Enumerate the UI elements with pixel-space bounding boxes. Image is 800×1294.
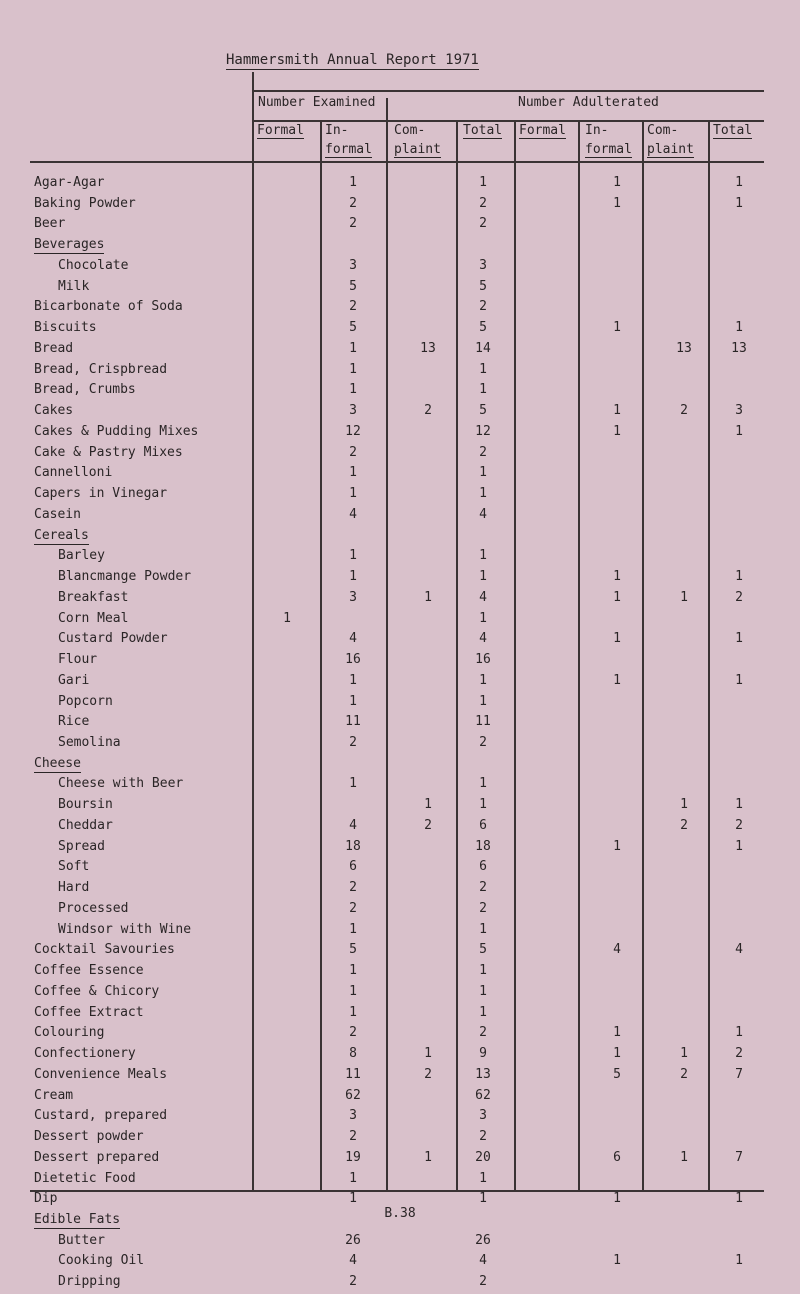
cell-ex-total: 1 <box>479 983 487 999</box>
header-ad-complaint-line1: Com- <box>647 123 679 138</box>
cell-ex-informal: 1 <box>349 1004 357 1020</box>
table-row <box>0 963 800 983</box>
cell-ad-complaint: 1 <box>680 1149 688 1165</box>
header-ad-total-label: Total <box>713 123 753 138</box>
cell-ex-informal: 62 <box>345 1087 361 1103</box>
cell-ex-total: 2 <box>479 1274 487 1290</box>
cell-ad-total: 2 <box>735 1046 743 1062</box>
cell-ex-total: 1 <box>479 465 487 481</box>
item-label: Capers in Vinegar <box>34 486 168 502</box>
table-row <box>0 611 800 631</box>
cell-ex-informal: 4 <box>349 506 357 522</box>
cell-ex-total: 1 <box>479 693 487 709</box>
cell-ex-total: 2 <box>479 900 487 916</box>
cell-ex-total: 62 <box>475 1087 491 1103</box>
cell-ex-informal: 11 <box>345 714 361 730</box>
cell-ex-informal: 4 <box>349 1253 357 1269</box>
header-ex-formal-label: Formal <box>257 123 304 138</box>
item-label: Custard, prepared <box>34 1108 168 1124</box>
cell-ad-informal: 1 <box>613 838 621 854</box>
cell-ad-informal: 1 <box>613 423 621 439</box>
item-label: Cakes <box>34 403 74 419</box>
cell-ex-total: 2 <box>479 1129 487 1145</box>
cell-ex-informal: 26 <box>345 1232 361 1248</box>
table-row <box>0 797 800 817</box>
cell-ex-total: 5 <box>479 320 487 336</box>
cell-ad-total: 13 <box>731 340 747 356</box>
table-row <box>0 735 800 755</box>
table-row <box>0 1005 800 1025</box>
cell-ad-informal: 4 <box>613 942 621 958</box>
cell-ex-informal: 2 <box>349 1025 357 1041</box>
cell-ad-total: 1 <box>735 1253 743 1269</box>
header-ex-informal <box>325 121 372 159</box>
cell-ad-total: 2 <box>735 589 743 605</box>
cell-ex-informal: 2 <box>349 216 357 232</box>
table-row <box>0 507 800 527</box>
cell-ad-total: 1 <box>735 175 743 190</box>
item-label: Bicarbonate of Soda <box>34 299 183 315</box>
table-row <box>0 569 800 589</box>
cell-ex-total: 16 <box>475 652 491 668</box>
cell-ex-total: 1 <box>479 963 487 979</box>
cell-ex-complaint: 2 <box>424 403 432 419</box>
cell-ex-informal: 1 <box>349 548 357 564</box>
cell-ex-formal: 1 <box>283 610 291 626</box>
section-heading-row <box>0 756 800 776</box>
cell-ad-informal: 1 <box>613 1046 621 1062</box>
item-label: Gari <box>58 672 90 688</box>
item-label: Cheese with Beer <box>58 776 184 792</box>
item-label: Biscuits <box>34 320 97 336</box>
section-label: Edible Fats <box>34 1212 121 1227</box>
cell-ad-total: 1 <box>735 672 743 688</box>
item-label: Dessert powder <box>34 1129 144 1145</box>
cell-ex-total: 5 <box>479 403 487 419</box>
table-row <box>0 942 800 962</box>
cell-ex-informal: 1 <box>349 486 357 502</box>
cell-ex-total: 1 <box>479 548 487 564</box>
cell-ex-total: 1 <box>479 1191 487 1207</box>
table-row <box>0 341 800 361</box>
cell-ex-total: 1 <box>479 361 487 377</box>
cell-ex-informal: 18 <box>345 838 361 854</box>
table-row <box>0 922 800 942</box>
cell-ex-total: 1 <box>479 382 487 398</box>
header-top-rule <box>252 90 764 92</box>
item-label: Blancmange Powder <box>58 569 192 585</box>
cell-ex-total: 26 <box>475 1232 491 1248</box>
cell-ex-informal: 1 <box>349 569 357 585</box>
cell-ex-informal: 4 <box>349 817 357 833</box>
header-adulterated: Number Adulterated <box>518 95 659 110</box>
cell-ad-total: 2 <box>735 817 743 833</box>
cell-ex-total: 4 <box>479 506 487 522</box>
page-title: Hammersmith Annual Report 1971 <box>226 52 479 68</box>
cell-ad-informal: 6 <box>613 1149 621 1165</box>
cell-ad-informal: 1 <box>613 569 621 585</box>
section-label: Beverages <box>34 237 105 253</box>
item-label: Cannelloni <box>34 465 113 481</box>
header-ad-informal-line1: In- <box>585 123 609 138</box>
cell-ex-informal: 5 <box>349 320 357 336</box>
cell-ex-total: 1 <box>479 175 487 190</box>
table-row <box>0 548 800 568</box>
cell-ex-total: 1 <box>479 610 487 626</box>
cell-ad-total: 3 <box>735 403 743 419</box>
item-label: Dietetic Food <box>34 1170 136 1186</box>
header-ex-complaint-line2: plaint <box>394 142 441 157</box>
cell-ex-total: 4 <box>479 1253 487 1269</box>
header-ex-informal-line1: In- <box>325 123 349 138</box>
cell-ad-total: 7 <box>735 1149 743 1165</box>
item-label: Cakes & Pudding Mixes <box>34 423 199 439</box>
header-ad-total <box>713 121 752 140</box>
table-row <box>0 1274 800 1294</box>
header-ad-informal <box>585 121 632 159</box>
table-row <box>0 424 800 444</box>
item-label: Cheddar <box>58 817 113 833</box>
table-row <box>0 673 800 693</box>
table-row <box>0 362 800 382</box>
item-label: Popcorn <box>58 693 113 709</box>
cell-ex-total: 9 <box>479 1046 487 1062</box>
cell-ad-informal: 1 <box>613 403 621 419</box>
cell-ex-informal: 2 <box>349 444 357 460</box>
table-row <box>0 1150 800 1170</box>
section-label: Cereals <box>34 527 89 543</box>
cell-ad-informal: 1 <box>613 1191 621 1207</box>
item-label: Bread <box>34 340 74 356</box>
cell-ad-informal: 1 <box>613 631 621 647</box>
cell-ex-total: 3 <box>479 257 487 273</box>
item-label: Cake & Pastry Mixes <box>34 444 183 460</box>
cell-ex-complaint: 1 <box>424 1149 432 1165</box>
header-ex-formal <box>257 121 304 140</box>
cell-ex-total: 6 <box>479 859 487 875</box>
header-ad-complaint <box>647 121 694 159</box>
cell-ex-total: 1 <box>479 797 487 813</box>
cell-ex-total: 13 <box>475 1066 491 1082</box>
item-label: Cocktail Savouries <box>34 942 175 958</box>
cell-ad-informal: 1 <box>613 320 621 336</box>
table-row <box>0 1088 800 1108</box>
item-label: Chocolate <box>58 257 129 273</box>
cell-ex-total: 1 <box>479 776 487 792</box>
cell-ex-informal: 2 <box>349 734 357 750</box>
cell-ex-total: 2 <box>479 880 487 896</box>
cell-ex-informal: 2 <box>349 1274 357 1290</box>
item-label: Beer <box>34 216 66 232</box>
cell-ad-complaint: 2 <box>680 403 688 419</box>
cell-ex-informal: 1 <box>349 983 357 999</box>
cell-ex-informal: 6 <box>349 859 357 875</box>
cell-ex-total: 2 <box>479 216 487 232</box>
item-label: Hard <box>58 880 90 896</box>
cell-ad-informal: 1 <box>613 589 621 605</box>
table-row <box>0 279 800 299</box>
header-ex-informal-line2: formal <box>325 142 372 157</box>
table-row <box>0 1046 800 1066</box>
table-row <box>0 403 800 423</box>
table-row <box>0 486 800 506</box>
table-row <box>0 382 800 402</box>
cell-ex-informal: 1 <box>349 465 357 481</box>
cell-ex-informal: 1 <box>349 1170 357 1186</box>
cell-ad-informal: 1 <box>613 195 621 211</box>
header-ex-total <box>463 121 502 140</box>
cell-ex-total: 18 <box>475 838 491 854</box>
cell-ex-informal: 1 <box>349 175 357 190</box>
cell-ad-informal: 1 <box>613 1253 621 1269</box>
cell-ex-informal: 1 <box>349 776 357 792</box>
cell-ad-complaint: 2 <box>680 1066 688 1082</box>
cell-ex-total: 2 <box>479 1025 487 1041</box>
cell-ex-total: 5 <box>479 278 487 294</box>
table-row <box>0 1233 800 1253</box>
cell-ex-informal: 8 <box>349 1046 357 1062</box>
header-ad-formal <box>519 121 566 140</box>
item-label: Flour <box>58 652 98 668</box>
table-row <box>0 984 800 1004</box>
cell-ex-complaint: 2 <box>424 1066 432 1082</box>
item-label: Casein <box>34 506 81 522</box>
cell-ad-total: 1 <box>735 569 743 585</box>
cell-ex-total: 1 <box>479 1170 487 1186</box>
table-row <box>0 880 800 900</box>
item-label: Cream <box>34 1087 74 1103</box>
cell-ex-informal: 4 <box>349 631 357 647</box>
item-label: Cooking Oil <box>58 1253 145 1269</box>
cell-ex-complaint: 1 <box>424 589 432 605</box>
cell-ex-informal: 1 <box>349 921 357 937</box>
cell-ex-informal: 2 <box>349 900 357 916</box>
cell-ex-informal: 3 <box>349 403 357 419</box>
cell-ex-total: 4 <box>479 589 487 605</box>
cell-ex-total: 14 <box>475 340 491 356</box>
cell-ad-informal: 1 <box>613 175 621 190</box>
cell-ad-total: 1 <box>735 1025 743 1041</box>
cell-ex-informal: 1 <box>349 1191 357 1207</box>
header-bottom-rule <box>30 161 764 163</box>
table-row <box>0 901 800 921</box>
cell-ex-informal: 1 <box>349 672 357 688</box>
item-label: Windsor with Wine <box>58 921 192 937</box>
cell-ad-total: 1 <box>735 797 743 813</box>
cell-ad-total: 1 <box>735 838 743 854</box>
cell-ex-informal: 2 <box>349 1129 357 1145</box>
item-label: Milk <box>58 278 90 294</box>
cell-ex-total: 1 <box>479 569 487 585</box>
cell-ex-total: 20 <box>475 1149 491 1165</box>
item-label: Bread, Crispbread <box>34 361 168 377</box>
header-ex-complaint <box>394 121 441 159</box>
item-label: Soft <box>58 859 90 875</box>
cell-ad-complaint: 1 <box>680 589 688 605</box>
cell-ex-total: 1 <box>479 921 487 937</box>
cell-ex-complaint: 1 <box>424 1046 432 1062</box>
cell-ex-total: 11 <box>475 714 491 730</box>
cell-ex-total: 6 <box>479 817 487 833</box>
table-row <box>0 299 800 319</box>
header-ad-complaint-line2: plaint <box>647 142 694 157</box>
cell-ex-total: 2 <box>479 195 487 211</box>
item-label: Processed <box>58 900 129 916</box>
cell-ex-total: 1 <box>479 672 487 688</box>
cell-ad-informal: 1 <box>613 1025 621 1041</box>
item-label: Coffee Essence <box>34 963 144 979</box>
table-row <box>0 1108 800 1128</box>
table-row <box>0 714 800 734</box>
cell-ex-total: 1 <box>479 486 487 502</box>
cell-ex-informal: 1 <box>349 361 357 377</box>
table-row <box>0 465 800 485</box>
cell-ex-informal: 5 <box>349 942 357 958</box>
cell-ex-informal: 3 <box>349 257 357 273</box>
cell-ad-informal: 5 <box>613 1066 621 1082</box>
cell-ex-informal: 1 <box>349 963 357 979</box>
item-label: Confectionery <box>34 1046 136 1062</box>
item-label: Barley <box>58 548 105 564</box>
cell-ex-informal: 2 <box>349 195 357 211</box>
cell-ex-informal: 1 <box>349 693 357 709</box>
item-label: Dip <box>34 1191 58 1207</box>
item-label: Convenience Meals <box>34 1066 168 1082</box>
cell-ad-total: 4 <box>735 942 743 958</box>
item-label: Boursin <box>58 797 113 813</box>
section-label: Cheese <box>34 755 81 771</box>
cell-ad-total: 1 <box>735 1191 743 1207</box>
cell-ex-informal: 3 <box>349 589 357 605</box>
cell-ex-informal: 1 <box>349 340 357 356</box>
cell-ex-complaint: 13 <box>420 340 436 356</box>
item-label: Bread, Crumbs <box>34 382 136 398</box>
section-heading-row <box>0 528 800 548</box>
header-ex-complaint-line1: Com- <box>394 123 426 138</box>
cell-ex-complaint: 1 <box>424 797 432 813</box>
cell-ex-total: 12 <box>475 423 491 439</box>
cell-ex-informal: 2 <box>349 299 357 315</box>
cell-ex-total: 2 <box>479 734 487 750</box>
cell-ex-informal: 2 <box>349 880 357 896</box>
cell-ex-total: 4 <box>479 631 487 647</box>
cell-ex-total: 3 <box>479 1108 487 1124</box>
cell-ad-total: 1 <box>735 320 743 336</box>
header-examined: Number Examined <box>258 95 376 110</box>
page-number: B.38 <box>384 1206 416 1221</box>
table-row <box>0 652 800 672</box>
item-label: Colouring <box>34 1025 105 1041</box>
cell-ex-informal: 19 <box>345 1149 361 1165</box>
table-row <box>0 839 800 859</box>
header-ex-total-label: Total <box>463 123 503 138</box>
cell-ad-complaint: 1 <box>680 1046 688 1062</box>
cell-ex-total: 1 <box>479 1004 487 1020</box>
item-label: Coffee & Chicory <box>34 983 160 999</box>
table-row <box>0 1067 800 1087</box>
item-label: Dessert prepared <box>34 1149 160 1165</box>
cell-ad-total: 1 <box>735 423 743 439</box>
header-ad-formal-label: Formal <box>519 123 566 138</box>
table-row <box>0 258 800 278</box>
cell-ex-total: 2 <box>479 299 487 315</box>
item-label: Agar-Agar <box>34 175 105 190</box>
cell-ad-complaint: 2 <box>680 817 688 833</box>
cell-ex-informal: 12 <box>345 423 361 439</box>
table-row <box>0 320 800 340</box>
table-row <box>0 196 800 216</box>
table-row <box>0 175 800 195</box>
table-row <box>0 1129 800 1149</box>
item-label: Semolina <box>58 734 121 750</box>
item-label: Coffee Extract <box>34 1004 144 1020</box>
table-row <box>0 1253 800 1273</box>
item-label: Breakfast <box>58 589 129 605</box>
table-row <box>0 631 800 651</box>
table-row <box>0 1025 800 1045</box>
cell-ex-total: 5 <box>479 942 487 958</box>
table-row <box>0 445 800 465</box>
cell-ad-complaint: 1 <box>680 797 688 813</box>
section-heading-row <box>0 237 800 257</box>
table-row <box>0 859 800 879</box>
cell-ex-informal: 16 <box>345 652 361 668</box>
table-row <box>0 776 800 796</box>
item-label: Spread <box>58 838 105 854</box>
cell-ex-complaint: 2 <box>424 817 432 833</box>
cell-ex-informal: 1 <box>349 382 357 398</box>
item-label: Custard Powder <box>58 631 168 647</box>
item-label: Corn Meal <box>58 610 129 626</box>
table-row <box>0 1171 800 1191</box>
cell-ad-total: 1 <box>735 195 743 211</box>
item-label: Baking Powder <box>34 195 136 211</box>
header-ad-informal-line2: formal <box>585 142 632 157</box>
cell-ex-informal: 3 <box>349 1108 357 1124</box>
table-row <box>0 590 800 610</box>
cell-ad-total: 1 <box>735 631 743 647</box>
cell-ex-informal: 11 <box>345 1066 361 1082</box>
table-row <box>0 818 800 838</box>
cell-ex-informal: 5 <box>349 278 357 294</box>
table-row <box>0 694 800 714</box>
table-row <box>0 216 800 236</box>
cell-ad-complaint: 13 <box>676 340 692 356</box>
item-label: Dripping <box>58 1274 121 1290</box>
cell-ad-total: 7 <box>735 1066 743 1082</box>
item-label: Rice <box>58 714 90 730</box>
item-label: Butter <box>58 1232 105 1248</box>
cell-ad-informal: 1 <box>613 672 621 688</box>
cell-ex-total: 2 <box>479 444 487 460</box>
